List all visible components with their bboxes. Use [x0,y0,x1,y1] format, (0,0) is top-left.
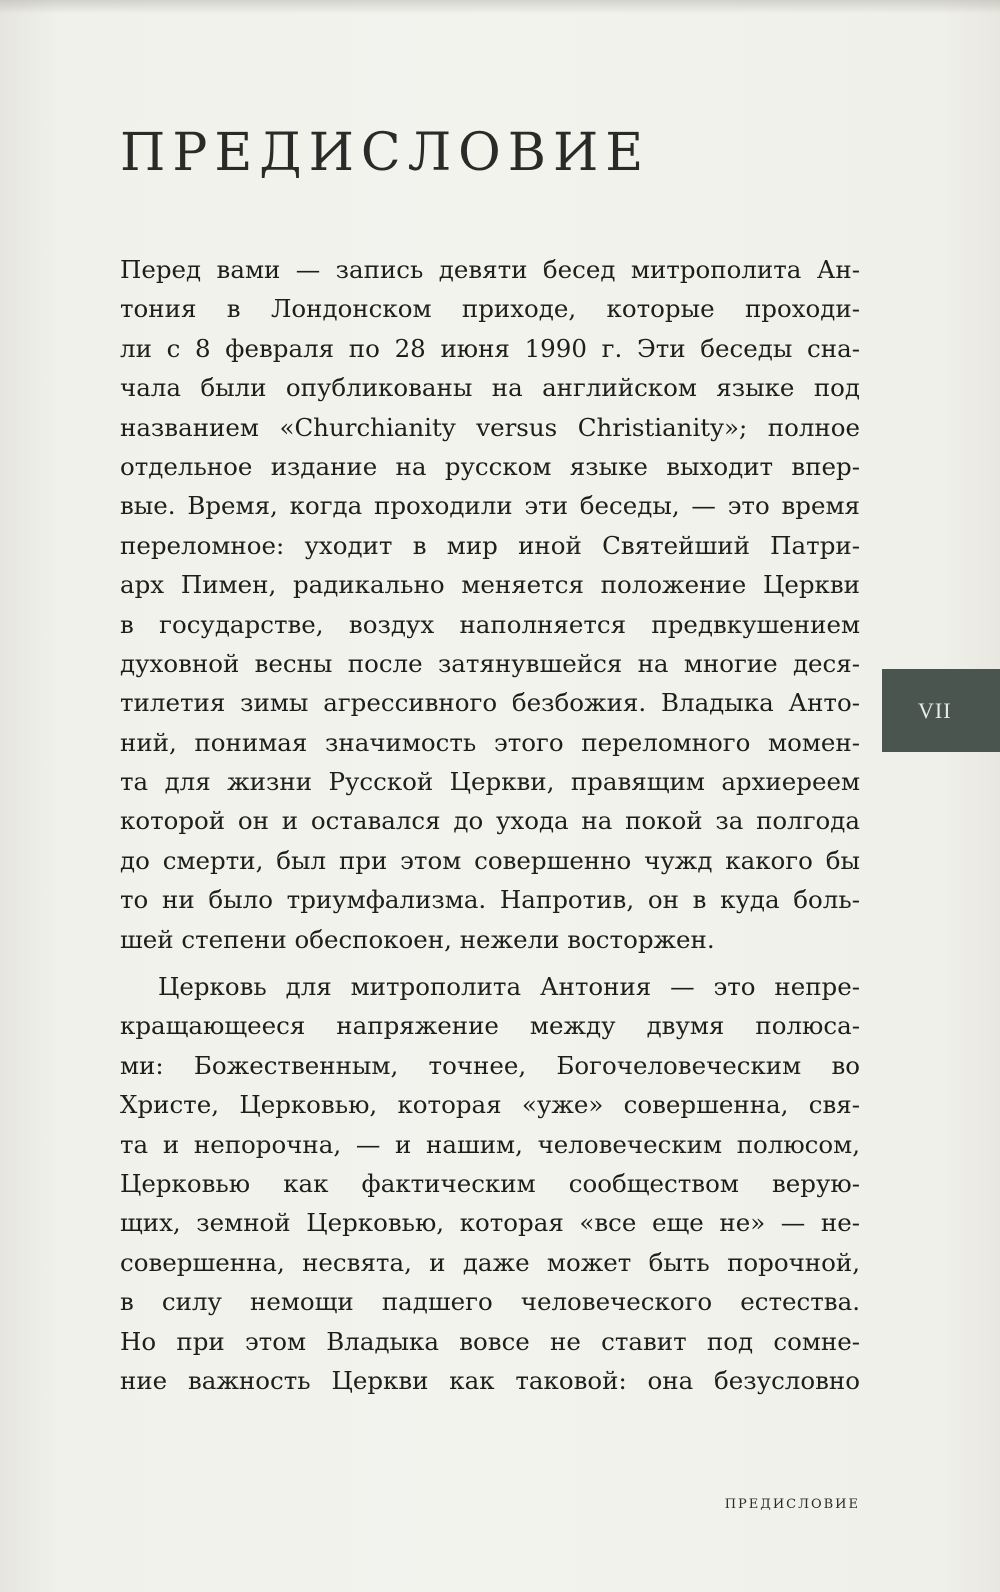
text-line: тония в Лондонском приходе, которые проходи- [120,294,860,324]
text-line: Но при этом Владыка вовсе не ставит под сомне- [120,1326,860,1356]
text-line: ми: Божественным, точнее, Богочеловеческим во [120,1050,860,1080]
text-line: тилетия зимы агрессивного безбожия. Владыка Анто- [120,688,860,718]
text-line: ний, понимая значимость этого переломного момен- [120,727,860,757]
text-line: Перед вами — запись девяти бесед митрополита Ан- [120,255,860,284]
text-line: шей степени обеспокоен, нежели восторжен. [120,924,715,954]
text-line: щих, земной Церковью, которая «все еще не» — не- [120,1208,860,1238]
text-line: та для жизни Русской Церкви, правящим архиереем [120,767,860,797]
paragraph-1 [120,250,860,959]
text-line: Церковью как фактическим сообществом верую- [120,1168,860,1198]
body-text [120,250,860,1400]
text-line: которой он и оставался до ухода на покой за полгода [120,806,860,836]
text-line: та и непорочна, — и нашим, человеческим полюсом, [120,1129,860,1159]
text-line: чала были опубликованы на английском языке под [120,373,860,403]
text-line: то ни было триумфализма. Напротив, он в куда боль- [120,885,860,915]
text-line: до смерти, был при этом совершенно чужд какого бы [120,845,860,875]
text-line: названием «Churchianity versus Christianity»; полное [120,412,860,442]
text-line: в государстве, воздух наполняется предвкушением [120,609,860,639]
text-line: в силу немощи падшего человеческого естества. [120,1287,860,1317]
text-line: совершенна, несвята, и даже может быть порочной, [120,1247,860,1277]
text-line: кращающееся напряжение между двумя полюса- [120,1011,860,1041]
text-line: Христе, Церковью, которая «уже» совершенна, свя- [120,1090,860,1120]
text-line: переломное: уходит в мир иной Святейший Патри- [120,530,860,560]
text-line: Церковь для митрополита Антония — это непре- [158,972,860,1002]
text-line: духовной весны после затянувшейся на многие деся- [120,648,860,678]
page-number-tab: VII [882,669,1000,752]
running-footer: ПРЕДИСЛОВИЕ [724,1497,860,1512]
text-line: арх Пимен, радикально меняется положение Церкви [120,570,860,600]
paragraph-gap [120,959,860,967]
chapter-heading: ПРЕДИСЛОВИЕ [120,123,651,183]
text-line: отдельное издание на русском языке выходит впер- [120,451,860,481]
text-line: ли с 8 февраля по 28 июня 1990 г. Эти беседы сна- [120,333,860,363]
text-line: ние важность Церкви как таковой: она безусловно [120,1365,860,1395]
page-top-shadow [0,0,1000,14]
text-line: вые. Время, когда проходили эти беседы, — это время [120,491,860,521]
paragraph-2 [120,967,860,1400]
